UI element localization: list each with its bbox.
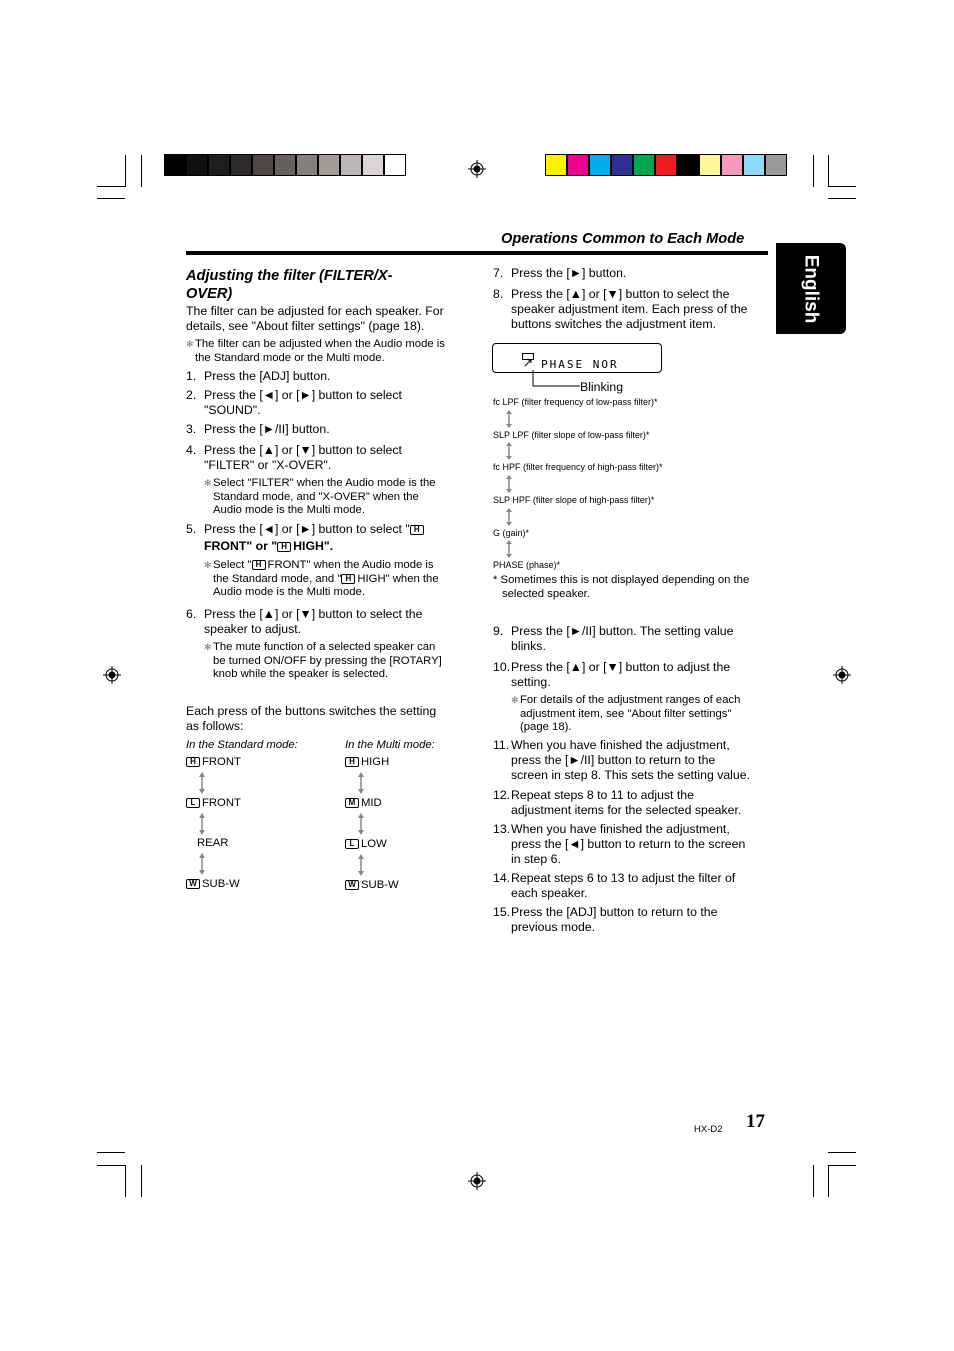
list-item [186, 797, 241, 811]
step-3 [186, 422, 456, 437]
cycle-arrow-icon [505, 507, 513, 527]
color-swatch [699, 154, 721, 176]
section-heading [186, 267, 392, 303]
step-10 [493, 660, 768, 740]
note-line: HIGH" when the [357, 572, 439, 585]
lcd-text: PHASE NOR [541, 358, 619, 371]
gray-swatch [384, 154, 406, 176]
note-line: For details of the adjustment ranges of each [520, 694, 741, 706]
gray-swatch [186, 154, 208, 176]
step-7 [493, 266, 768, 281]
multi-mode-label: In the Multi mode: [345, 739, 435, 751]
cycle-arrow-icon [357, 853, 365, 877]
adjustment-item: PHASE (phase)* [493, 560, 561, 570]
adjustment-item: G (gain)* [493, 528, 530, 538]
step-number: 10. [493, 660, 511, 674]
blinking-label: Blinking [580, 380, 624, 394]
section-title: Operations Common to Each Mode [501, 231, 745, 247]
color-swatch [721, 154, 743, 176]
section-heading-line: OVER) [186, 286, 233, 302]
cycle-arrow-icon [505, 441, 513, 461]
cycle-arrow-icon [198, 771, 206, 795]
step-5 [186, 522, 466, 602]
gray-swatch [362, 154, 384, 176]
note-marker-icon: ✻ [186, 339, 194, 349]
color-swatch [677, 154, 699, 176]
registration-mark-top [468, 160, 486, 178]
note-line: the Standard mode, and " [213, 572, 342, 585]
note-line: knob while the speaker is selected. [213, 668, 389, 680]
step-text: buttons switches the adjustment item. [511, 317, 717, 331]
step-text: Press the [▲] or [▼] button to adjust the [511, 660, 731, 674]
step-15 [493, 905, 768, 935]
step-text: setting. [511, 675, 551, 689]
page-number: 17 [746, 1111, 765, 1132]
gray-swatch [274, 154, 296, 176]
woofer-speaker-icon: W [186, 879, 200, 889]
step-number: 14. [493, 871, 511, 885]
blinking-callout-line [530, 370, 580, 390]
cycle-arrow-icon [505, 474, 513, 494]
note-line: FRONT" when the Audio mode is [267, 559, 434, 571]
high-speaker-icon: H [252, 560, 266, 570]
list-item-label: FRONT [202, 797, 241, 809]
adjustment-item: SLP LPF (filter slope of low-pass filter)* [493, 430, 650, 440]
step-text: Press the [◄] or [►] button to select " [204, 522, 410, 536]
gray-swatch [340, 154, 362, 176]
high-speaker-icon: H [341, 574, 355, 584]
low-speaker-icon: L [345, 839, 359, 849]
model-number: HX-D2 [694, 1124, 723, 1135]
note-line: (page 18). [520, 721, 572, 733]
step-number: 2. [186, 388, 197, 402]
list-item [197, 837, 228, 851]
step-4-note [204, 477, 436, 518]
step-number: 4. [186, 443, 197, 457]
gray-swatch [296, 154, 318, 176]
list-item-label: SUB-W [361, 879, 399, 891]
gray-swatch [230, 154, 252, 176]
step-number: 7. [493, 266, 504, 280]
note-line: The filter can be adjusted when the Audio mode is [195, 338, 445, 350]
note-marker-icon: ✻ [511, 695, 519, 705]
list-item-label: HIGH [361, 756, 390, 768]
cycle-arrow-icon [198, 812, 206, 836]
step-text: speaker adjustment item. Each press of the [511, 302, 748, 316]
standard-mode-label: In the Standard mode: [186, 739, 298, 751]
registration-mark-left [103, 666, 121, 684]
step-text: previous mode. [511, 920, 596, 934]
intro-paragraph [186, 304, 444, 334]
adjustment-item: fc LPF (filter frequency of low-pass filter)* [493, 397, 658, 407]
language-tab-label: English [800, 254, 822, 324]
intro-line: details, see "About filter settings" (page 18). [186, 319, 425, 333]
switch-paragraph [186, 704, 436, 734]
step-text: blinks. [511, 639, 546, 653]
step-number: 6. [186, 607, 197, 621]
step-text: Press the [►] button. [511, 266, 627, 280]
step-text: press the [◄] button to return to the screen [511, 837, 746, 851]
step-text: Press the [ADJ] button. [204, 369, 331, 383]
step-1 [186, 369, 456, 384]
footnote-line: selected speaker. [502, 587, 590, 600]
gray-swatch [318, 154, 340, 176]
step-number: 5. [186, 522, 197, 536]
step-4 [186, 443, 466, 523]
note-line: Audio mode is the Multi mode. [213, 586, 365, 598]
high-speaker-icon: H [410, 525, 424, 535]
step-6 [186, 607, 466, 687]
note-marker-icon: ✻ [204, 642, 212, 652]
cycle-arrow-icon [505, 409, 513, 429]
low-speaker-icon: L [186, 798, 200, 808]
step-9 [493, 624, 768, 654]
speaker-mode-icon [523, 358, 533, 368]
color-swatch [545, 154, 567, 176]
list-item-label: REAR [197, 837, 229, 849]
step-text: press the [►/II] button to return to the [511, 753, 716, 767]
step-11 [493, 738, 768, 783]
note-line: Select " [213, 559, 252, 571]
step-text: Repeat steps 6 to 13 to adjust the filter of [511, 871, 736, 885]
header-rule [186, 251, 768, 255]
list-item [345, 838, 387, 852]
step-text: Repeat steps 8 to 11 to adjust the [511, 788, 694, 802]
step-text: When you have finished the adjustment, [511, 738, 730, 752]
list-item [345, 756, 389, 770]
mid-speaker-icon: M [345, 798, 359, 808]
step-6-note [204, 641, 442, 682]
step-text: screen in step 8. This sets the setting value. [511, 768, 751, 782]
list-item-label: FRONT [202, 756, 241, 768]
list-item [186, 878, 240, 892]
note-line: Audio mode is the Multi mode. [213, 504, 365, 516]
high-speaker-icon: H [345, 757, 359, 767]
step-text: "FILTER" or "X-OVER". [204, 458, 332, 472]
step-text: Press the [►/II] button. [204, 422, 330, 436]
color-swatch [765, 154, 787, 176]
list-item-label: SUB-W [202, 878, 240, 890]
step-text: Press the [▲] or [▼] button to select [204, 443, 402, 457]
step-13 [493, 822, 768, 867]
step-text: FRONT" or " [204, 539, 278, 553]
step-12 [493, 788, 768, 818]
paragraph-line: as follows: [186, 719, 244, 733]
step-number: 11. [493, 738, 510, 752]
cycle-arrow-icon [505, 539, 513, 559]
step-text: Press the [►/II] button. The setting value [511, 624, 734, 638]
gray-swatch [164, 154, 186, 176]
registration-mark-right [833, 666, 851, 684]
lcd-display [492, 343, 662, 373]
intro-note [186, 338, 445, 365]
step-text: in step 6. [511, 852, 561, 866]
note-marker-icon: ✻ [204, 560, 212, 570]
step-2 [186, 388, 456, 418]
step-8 [493, 287, 768, 332]
paragraph-line: Each press of the buttons switches the setting [186, 704, 437, 718]
note-line: The mute function of a selected speaker can [213, 641, 436, 653]
step-14 [493, 871, 768, 901]
step-text: Press the [◄] or [►] button to select [204, 388, 402, 402]
step-number: 1. [186, 369, 197, 383]
woofer-speaker-icon: W [345, 880, 359, 890]
step-text: "SOUND". [204, 403, 261, 417]
list-item-label: MID [361, 797, 382, 809]
footnote [493, 574, 749, 601]
step-10-note [511, 694, 741, 735]
list-item [345, 797, 382, 811]
note-line: the Standard mode or the Multi mode. [195, 351, 385, 364]
note-marker-icon: ✻ [204, 478, 212, 488]
gray-swatch [252, 154, 274, 176]
note-line: Select "FILTER" when the Audio mode is the [213, 477, 436, 489]
step-text: When you have finished the adjustment, [511, 822, 730, 836]
intro-line: The filter can be adjusted for each speaker. For [186, 304, 444, 318]
step-number: 8. [493, 287, 504, 301]
cycle-arrow-icon [357, 771, 365, 795]
gray-swatch [208, 154, 230, 176]
color-swatch [633, 154, 655, 176]
step-text: speaker to adjust. [204, 622, 302, 636]
list-item-label: LOW [361, 838, 387, 850]
list-item [186, 756, 241, 770]
note-line: Standard mode, and "X-OVER" when the [213, 490, 419, 503]
section-heading-line: Adjusting the filter (FILTER/X- [186, 268, 393, 284]
adjustment-item: SLP HPF (filter slope of high-pass filter)* [493, 495, 655, 505]
step-text: HIGH". [293, 539, 334, 553]
color-swatch [589, 154, 611, 176]
color-swatch [743, 154, 765, 176]
high-speaker-icon: H [186, 757, 200, 767]
step-text: adjustment items for the selected speaker. [511, 803, 742, 817]
step-text: Press the [▲] or [▼] button to select the [511, 287, 730, 301]
note-line: be turned ON/OFF by pressing the [ROTARY] [213, 654, 442, 667]
step-number: 9. [493, 624, 504, 638]
high-speaker-icon: H [277, 542, 291, 552]
note-line: adjustment item, see "About filter settings" [520, 707, 732, 720]
step-text: Press the [ADJ] button to return to the [511, 905, 718, 919]
step-number: 13. [493, 822, 511, 836]
step-number: 3. [186, 422, 197, 436]
step-number: 12. [493, 788, 511, 802]
step-text: each speaker. [511, 886, 588, 900]
color-swatch [611, 154, 633, 176]
language-tab [776, 243, 846, 334]
step-5-note [204, 559, 439, 600]
cycle-arrow-icon [198, 852, 206, 876]
list-item [345, 879, 399, 893]
step-text: Press the [▲] or [▼] button to select the [204, 607, 423, 621]
color-swatch [567, 154, 589, 176]
step-number: 15. [493, 905, 511, 919]
registration-mark-bottom [468, 1172, 486, 1190]
footnote-line: * Sometimes this is not displayed depending on the [493, 574, 750, 586]
color-swatch [655, 154, 677, 176]
adjustment-item: fc HPF (filter frequency of high-pass filter)* [493, 462, 663, 472]
cycle-arrow-icon [357, 812, 365, 836]
